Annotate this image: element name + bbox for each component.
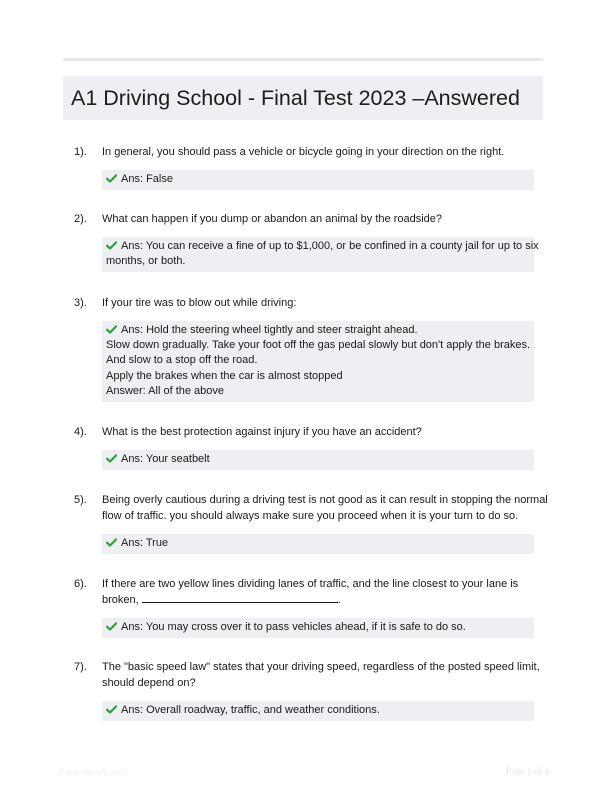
- answer-text: Ans: False: [121, 173, 173, 185]
- question-number: 4).: [74, 426, 87, 438]
- question-text: [102, 576, 544, 608]
- answer-line: [106, 172, 529, 187]
- question-number: 5).: [74, 494, 87, 506]
- answer-box: [102, 450, 534, 470]
- answer-text: Ans: You may cross over it to pass vehicles ahead, if it is safe to do so.: [121, 621, 466, 633]
- question-text-prefix: broken,: [102, 594, 139, 606]
- checkmark-icon: [106, 174, 117, 183]
- page-title: A1 Driving School - Final Test 2023 –Answered: [71, 85, 520, 110]
- answer-box: [102, 170, 534, 190]
- checkmark-icon: [106, 622, 117, 631]
- answer-box: [102, 237, 539, 272]
- answer-line: [106, 323, 529, 338]
- question-text-line: flow of traffic. you should always make sure you proceed when it is your turn to do so.: [102, 510, 519, 522]
- question-number: 3).: [74, 297, 87, 309]
- question-text: What can happen if you dump or abandon an animal by the roadside?: [102, 213, 443, 225]
- question-number: 7).: [74, 661, 87, 673]
- answer-line: Answer: All of the above: [106, 384, 225, 397]
- question-text-line: Being overly cautious during a driving test is not good as it can result in stopping the normal: [102, 494, 548, 506]
- question-text: [102, 492, 548, 524]
- answer-text: Ans: Hold the steering wheel tightly and steer straight ahead.: [121, 324, 418, 336]
- answer-text: Ans: Your seatbelt: [121, 453, 210, 465]
- answer-box: [102, 701, 534, 721]
- answer-text: Ans: True: [121, 537, 169, 549]
- answer-line: [106, 536, 529, 551]
- question-text-suffix: .: [337, 594, 341, 606]
- answer-box: [102, 534, 534, 554]
- question-text: If your tire was to blow out while driving:: [102, 297, 297, 309]
- question-text-line: The "basic speed law" states that your driving speed, regardless of the posted speed limit,: [102, 661, 540, 673]
- fill-in-blank: [142, 592, 338, 603]
- answer-text: Ans: You can receive a fine of up to $1,000, or be confined in a county jail for up to six: [121, 240, 539, 252]
- question-text-line: should depend on?: [102, 677, 196, 689]
- checkmark-icon: [106, 454, 117, 463]
- checkmark-icon: [106, 325, 117, 334]
- question-number: 1).: [74, 146, 87, 158]
- question-text-line: If there are two yellow lines dividing lanes of traffic, and the line closest to your lane is: [102, 578, 519, 590]
- question-number: 6).: [74, 578, 87, 590]
- answer-line: [106, 620, 529, 635]
- answer-text: Ans: Overall roadway, traffic, and weather conditions.: [121, 704, 380, 716]
- checkmark-icon: [106, 241, 117, 250]
- checkmark-icon: [106, 705, 117, 714]
- answer-box: [102, 321, 534, 402]
- question-text-line: [102, 592, 544, 608]
- question-text: In general, you should pass a vehicle or bicycle going in your direction on the right.: [102, 146, 505, 158]
- question-text: What is the best protection against injury if you have an accident?: [102, 426, 422, 438]
- answer-line: [106, 703, 529, 718]
- answer-line: And slow to a stop off the road.: [106, 354, 258, 367]
- question-text: [102, 659, 544, 691]
- answer-line: [106, 452, 529, 467]
- checkmark-icon: [106, 538, 117, 547]
- answer-box: [102, 618, 534, 638]
- question-number: 2).: [74, 213, 87, 225]
- footer-watermark: Paperlibrary.com: [59, 767, 127, 777]
- answer-line: Apply the brakes when the car is almost stopped: [106, 369, 343, 382]
- answer-line: Slow down gradually. Take your foot off the gas pedal slowly but don't apply the brakes.: [106, 339, 531, 352]
- answer-line: [106, 239, 539, 254]
- answer-line: months, or both.: [106, 255, 186, 268]
- page-number: Page 1 of 4: [505, 767, 549, 777]
